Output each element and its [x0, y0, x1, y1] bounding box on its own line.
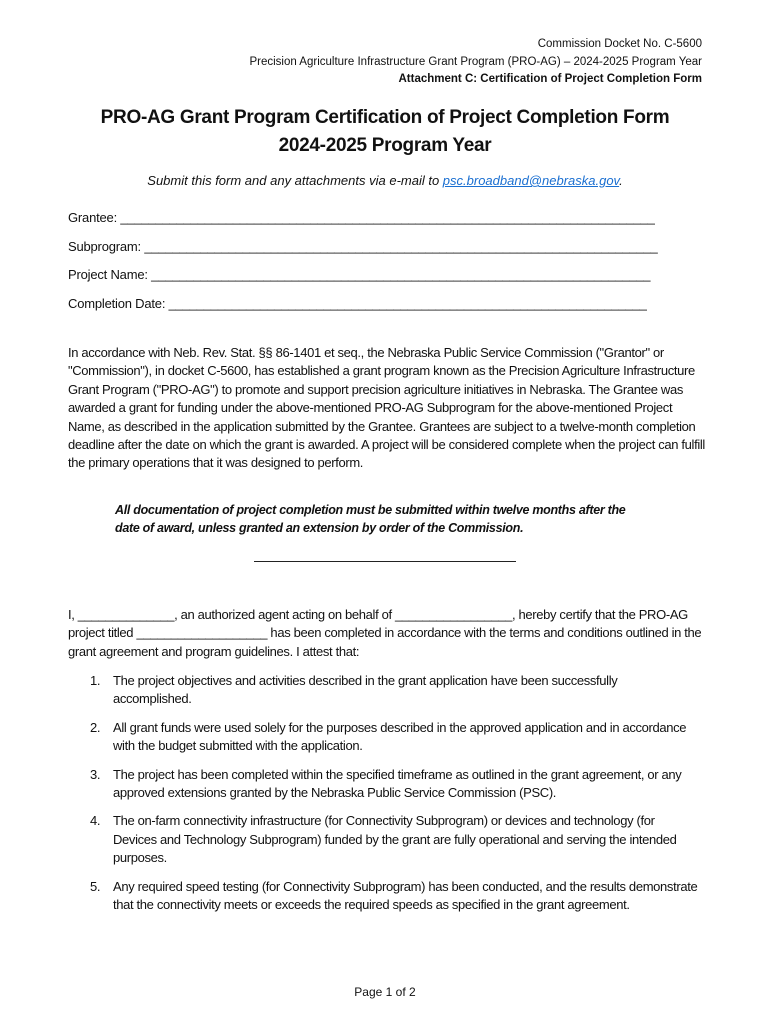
item-number: 4.	[90, 813, 101, 829]
item-number: 2.	[90, 719, 101, 735]
item-number: 3.	[90, 766, 101, 782]
submit-end: .	[619, 173, 623, 188]
item-text: The project has been completed within the specified timeframe as outlined in the grant agreement, or any approved extensions granted by the Nebraska Public Service Commission (PSC).	[113, 766, 682, 801]
document-header	[249, 36, 702, 89]
certification-paragraph: I, ______________, an authorized agent acting on behalf of _________________, hereby certify that the PRO-AG project titled ___________________ has been completed in accordance with the terms and conditions outlined in the grant agreement and program guidelines. I attest that:	[68, 607, 702, 659]
item-number: 1.	[90, 673, 101, 688]
item-text: The project objectives and activities described in the grant application have been successfully accomplished.	[113, 673, 618, 707]
submit-instructions	[0, 173, 770, 188]
title-line-1: PRO-AG Grant Program Certification of Project Completion Form	[100, 107, 670, 128]
program-name: Precision Agriculture Infrastructure Grant Program (PRO-AG) – 2024-2025 Program Year	[249, 55, 702, 68]
docket-number: Commission Docket No. C-5600	[537, 38, 702, 50]
grantee-field[interactable]: Grantee: ____________________________________________________________________________	[68, 210, 655, 225]
list-item	[68, 672, 698, 709]
page-title	[0, 104, 770, 160]
list-item	[68, 766, 698, 803]
list-item	[68, 812, 698, 867]
item-text: The on-farm connectivity infrastructure (for Connectivity Subprogram) or devices and technology (for Devices and Technology Subprogram) funded by the grant are fully operational and serving the intended purposes.	[113, 813, 677, 866]
deadline-note: All documentation of project completion must be submitted within twelve months after the date of award, unless granted an extension by order of the Commission.	[115, 503, 626, 536]
email-link[interactable]: psc.broadband@nebraska.gov	[442, 173, 620, 188]
subprogram-field[interactable]: Subprogram: _________________________________________________________________________	[68, 239, 658, 254]
submit-text: Submit this form and any attachments via e-mail to	[147, 173, 443, 188]
title-line-2: 2024-2025 Program Year	[278, 135, 492, 156]
attestation-list	[68, 672, 698, 924]
list-item	[68, 878, 698, 915]
separator-line	[254, 561, 516, 562]
attachment-title: Attachment C: Certification of Project Completion Form	[398, 73, 702, 85]
completion-date-field[interactable]: Completion Date: ____________________________________________________________________	[68, 296, 647, 311]
page-number: Page 1 of 2	[354, 985, 416, 999]
item-text: All grant funds were used solely for the purposes described in the approved application and in accordance with the budget submitted with the application.	[113, 719, 687, 754]
list-item	[68, 719, 698, 756]
project-name-field[interactable]: Project Name: _______________________________________________________________________	[68, 267, 651, 282]
intro-paragraph: In accordance with Neb. Rev. Stat. §§ 86-1401 et seq., the Nebraska Public Service Commission ("Grantor" or "Commission"), in docket C-5600, has established a grant program known as the Precision Agriculture Infrastructure Grant Program ("PRO-AG") to promote and support precision agriculture initiatives in Nebraska. The Grantee was awarded a grant for funding under the above-mentioned PRO-AG Subprogram for the above-mentioned Project Name, as described in the application submitted by the Grantee. Grantees are subject to a twelve-month completion deadline after the date on which the grant is awarded. A project will be considered complete when the project can fulfill the primary operations that it was designed to perform.	[68, 345, 705, 471]
item-text: Any required speed testing (for Connectivity Subprogram) has been conducted, and the results demonstrate that the connectivity meets or exceeds the required speeds as specified in the grant agreement.	[113, 878, 698, 913]
item-number: 5.	[90, 878, 101, 894]
